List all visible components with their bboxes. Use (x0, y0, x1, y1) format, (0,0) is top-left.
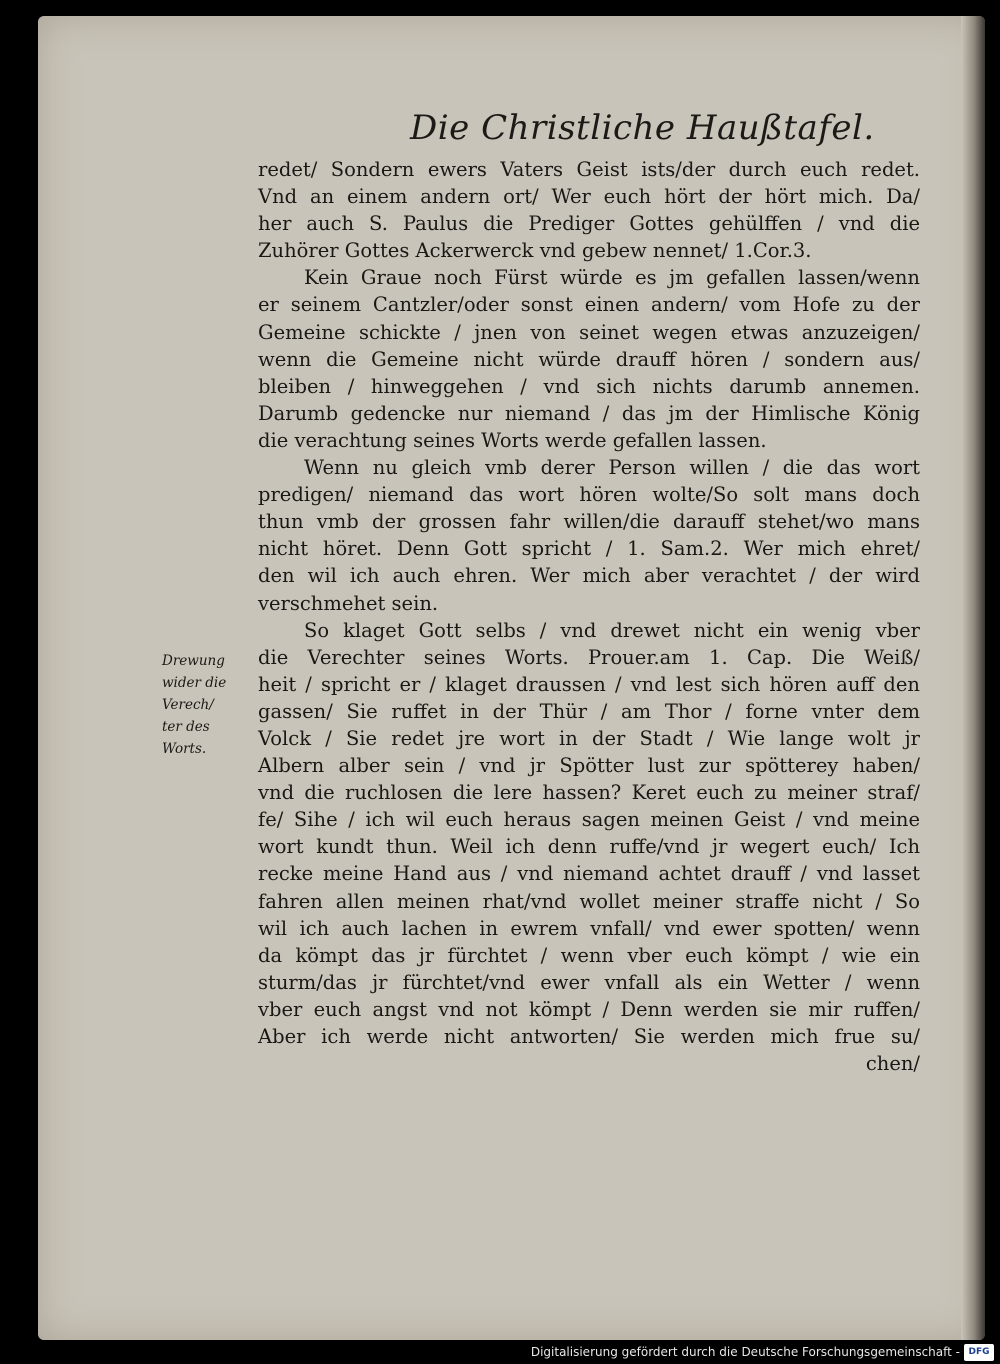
page-gutter (961, 16, 985, 1340)
text-line: Wenn nu gleich vmb derer Person willen / die das wort (304, 456, 920, 480)
text-line: fe/ Sihe / ich wil euch heraus sagen meinen Geist / vnd meine (258, 808, 920, 832)
text-line: vber euch angst vnd not kömpt / Denn werden sie mir ruffen/ (258, 997, 920, 1021)
text-line: predigen/ niemand das wort hören wolte/So solt mans doch (258, 483, 920, 507)
text-line: da kömpt das jr fürchtet / wenn vber euch kömpt / wie ein (258, 943, 920, 967)
text-line: Gemeine schickte / jnen von seinet wegen etwas anzuzeigen/ (258, 320, 920, 344)
text-line: recke meine Hand aus / vnd niemand achtet drauff / vnd lasset (258, 862, 920, 886)
body-text (258, 156, 920, 1077)
text-line: vnd die ruchlosen die lere hassen? Keret euch zu meiner straf/ (258, 781, 920, 805)
dfg-logo-icon[interactable]: DFG (964, 1344, 994, 1361)
text-line: wil ich auch lachen in ewrem vnfall/ vnd ewer spotten/ wenn (258, 916, 920, 940)
text-line: fahren allen meinen rhat/vnd wollet meiner straffe nicht / So (258, 889, 920, 913)
text-line: den wil ich auch ehren. Wer mich aber verachtet / der wird (258, 564, 920, 588)
text-line: sturm/das jr fürchtet/vnd ewer vnfall als ein Wetter / wenn (258, 970, 920, 994)
text-line: her auch S. Paulus die Prediger Gottes gehülffen / vnd die (258, 212, 920, 236)
catchword: chen/ (865, 1052, 920, 1076)
marginal-note (162, 650, 280, 760)
text-line: verschmehet sein. (258, 591, 439, 615)
footer-bar (0, 1342, 1000, 1364)
text-line: Darumb gedencke nur niemand / das jm der Himlische König (258, 401, 920, 425)
text-line: Vnd an einem andern ort/ Wer euch hört der hört mich. Da/ (258, 185, 920, 209)
text-line: So klaget Gott selbs / vnd drewet nicht ein wenig vber (304, 618, 920, 642)
text-line: nicht höret. Denn Gott spricht / 1. Sam.2. Wer mich ehret/ (258, 537, 920, 561)
text-line: Albern alber sein / vnd jr Spötter lust zur spötterey haben/ (258, 754, 920, 778)
text-line: heit / spricht er / klaget draussen / vnd lest sich hören auff den (258, 672, 920, 696)
text-line: die verachtung seines Worts werde gefallen lassen. (258, 428, 767, 452)
text-line: Kein Graue noch Fürst würde es jm gefallen lassen/wenn (304, 266, 920, 290)
marginal-note-line: Worts. (162, 741, 207, 757)
text-line: thun vmb der grossen fahr willen/die darauff stehet/wo mans (258, 510, 920, 534)
text-line: Zuhörer Gottes Ackerwerck vnd gebew nennet/ 1.Cor.3. (258, 239, 812, 263)
running-head: Die Christliche Haußtafel. (410, 108, 875, 148)
marginal-note-line: Drewung (162, 653, 225, 669)
text-line: Aber ich werde nicht antworten/ Sie werden mich frue su/ (258, 1025, 920, 1048)
text-line: bleiben / hinweggehen / vnd sich nichts darumb annemen. (258, 374, 920, 398)
text-line: redet/ Sondern ewers Vaters Geist ists/der durch euch redet. (258, 158, 920, 181)
footer-credit: Digitalisierung gefördert durch die Deutsche Forschungsgemeinschaft - (530, 1345, 960, 1359)
marginal-note-line: wider die (162, 675, 227, 691)
text-line: gassen/ Sie ruffet in der Thür / am Thor / forne vnter dem (258, 699, 920, 723)
text-line: wenn die Gemeine nicht würde drauff hören / sondern aus/ (258, 347, 920, 371)
text-line: er seinem Cantzler/oder sonst einen andern/ vom Hofe zu der (258, 293, 920, 317)
text-line: Volck / Sie redet jre wort in der Stadt / Wie lange wolt jr (258, 726, 920, 750)
marginal-note-line: Verech/ (162, 697, 214, 713)
marginal-note-line: ter des (162, 719, 210, 735)
text-line: die Verechter seines Worts. Prouer.am 1. Cap. Die Weiß/ (258, 645, 920, 669)
text-line: wort kundt thun. Weil ich denn ruffe/vnd jr wegert euch/ Ich (258, 835, 920, 859)
